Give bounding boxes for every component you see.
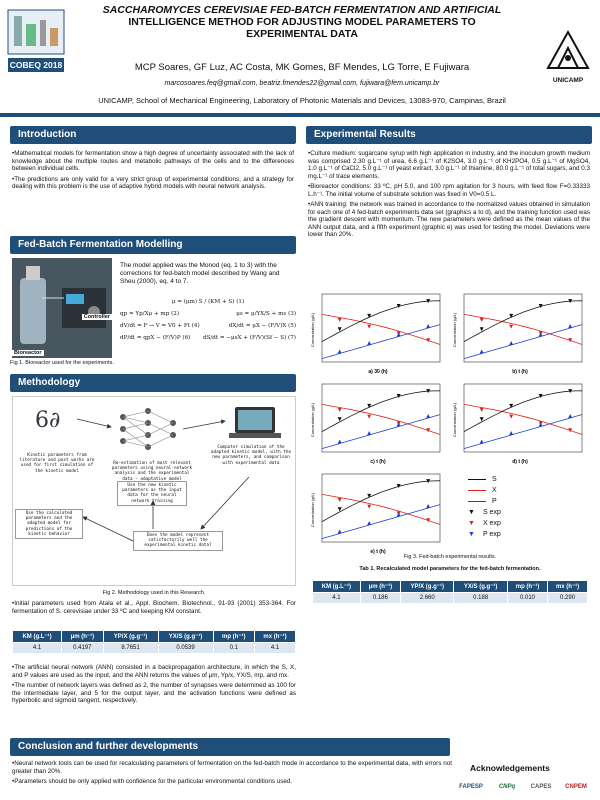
t2-v2: 2.660 <box>400 593 453 604</box>
fedbatch-heading: Fed-Batch Fermentation Modelling <box>10 236 296 254</box>
chart-label: a) 30 (h) <box>368 369 388 375</box>
method-box5: Use the new kinetic parameters as the input data for the neural network training <box>117 481 187 506</box>
emails: marcosoares.feq@gmail.com, beatriz.fmendes22@gmail.com, fujiwara@fem.unicamp.br <box>164 80 440 87</box>
methodology-diagram <box>12 396 296 586</box>
ann-p2: •The number of network layers was defined as 2, the number of synapses were determined as 100 for the intermediate layer, and 5 for the output layer, and the activation functions were defined as hyperbolic and sigmoid tangent, respectively. <box>12 682 296 704</box>
method-box4: Use the calculated parameters and the adapted model for predictions of the kinetic behavior <box>15 509 83 539</box>
legend-entry <box>468 518 578 529</box>
intro-p2: •The predictions are only valid for a very strict group of experimental conditions, and a strategy for dealing with this problem is the use of adaptive hybrid models with neural network analysis. <box>12 175 294 190</box>
methodology-heading: Methodology <box>10 374 296 392</box>
method-box1: Kinetic parameters from literature and past works are used for first simulation of the kinetic model <box>19 453 95 474</box>
eq7: dS/dt = −μsX + (F/V)(Sf − S) (7) <box>202 335 296 341</box>
results-heading: Experimental Results <box>306 126 592 144</box>
legend-text: S <box>492 476 497 483</box>
t1-v0: 4.1 <box>13 643 62 654</box>
t2-h0: KM (g.L⁻¹) <box>313 581 361 593</box>
bioreactor-photo <box>12 258 112 358</box>
recalculated-params-table <box>312 580 588 604</box>
y-axis-label: Concentration (g/L) <box>452 312 457 348</box>
conclusion-text <box>12 760 452 789</box>
y-axis-label: Concentration (g/L) <box>310 312 315 348</box>
legend-marker: ▼ <box>468 531 475 538</box>
t1-v1: 0.4197 <box>62 643 103 654</box>
intro-text <box>12 150 294 194</box>
header-bar <box>0 113 600 117</box>
t1-v2: 8.7651 <box>103 643 158 654</box>
poster-title: SACCHAROMYCES CEREVISIAE FED-BATCH FERMENTATION AND ARTIFICIAL INTELLIGENCE METHOD FOR ADJUSTING MODEL PARAMETERS TO EXPERIMENTAL DATA <box>102 4 502 40</box>
t1-h3: YX/S (g.g⁻¹) <box>158 631 213 643</box>
legend-entry <box>468 474 578 485</box>
neural-network-icon <box>120 408 176 450</box>
results-p3: •ANN training: the network was trained in accordance to the normalized values obtained in simulation for each one of 4 fed-batch experiments data set (graphics a to d), and the training function used was the gradient descent with momentum. The new parameters were defined as the mean values of the ANN output data, and a fifth experiment (graphic e) was used for testing the model. Deviations were lower than 20%. <box>308 201 590 238</box>
results-text <box>308 150 590 242</box>
t2-h1: μm (h⁻¹) <box>360 581 400 593</box>
conference-label: COBEQ 2018 <box>9 60 63 70</box>
result-chart-2 <box>450 290 588 376</box>
equations <box>120 296 296 344</box>
fapesp-logo: FAPESP <box>459 784 483 790</box>
t2-v3: 0.188 <box>454 593 507 604</box>
chart-label: b) t (h) <box>512 369 528 375</box>
legend-text: P <box>492 498 497 505</box>
method-box3: Computer simulation of the adapted kinetic model, with the new parameters, and comparison with experimental data <box>210 445 292 466</box>
legend-entry <box>468 496 578 507</box>
y-axis-label: Concentration (g/L) <box>310 402 315 438</box>
chart-legend <box>468 474 578 540</box>
eq6: dP/dt = qpX − (F/V)P (6) <box>120 335 191 341</box>
t2-h5: mx (h⁻¹) <box>548 581 588 593</box>
eq5: dX/dt = μX − (F/V)X (5) <box>228 323 296 329</box>
result-chart-5 <box>308 470 446 556</box>
conclusion-heading: Conclusion and further developments <box>10 738 450 756</box>
result-chart-1 <box>308 290 446 376</box>
affiliation: UNICAMP, School of Mechanical Engineering, Laboratory of Photonic Materials and Devices, 13083-970, Campinas, Brazil <box>98 96 506 105</box>
t1-h0: KM (g.L⁻¹) <box>13 631 62 643</box>
t2-v1: 0.186 <box>360 593 400 604</box>
conclusion-p2: •Parameters should be only applied with confidence for the particular environmental conditions used. <box>12 778 293 785</box>
t1-v5: 4.1 <box>254 643 295 654</box>
result-chart-4 <box>450 380 588 466</box>
cobeq-logo <box>4 4 68 92</box>
legend-line <box>468 501 486 502</box>
method-box6: Does the model represent satisfactorily well the experimental kinetic data? <box>133 531 223 551</box>
ann-p1: •The artificial neural network (ANN) consisted in a backpropagation architecture, in which the S, X, and P values are used as the input, and the ANN returns the values of μm, Yp/x, YX/S, mp, and mx. <box>12 664 296 679</box>
legend-line <box>468 479 486 480</box>
eq2: qp = Yp/Xμ + mp (2) <box>120 311 180 317</box>
legend-text: S exp <box>482 509 501 516</box>
results-p1: •Culture medium: sugarcane syrup with high application in industry, and the inoculum growth medium was comprised 2.30 g.L⁻¹ of urea, 6.6 g.L⁻¹ of K2SO4, 3.0 g.L⁻¹ of KH2PO4, 0.5 g.L⁻¹ of MgSO4, 1.0 g.L⁻¹ of CaCl2, 5.0 g.L⁻¹ of yeast extract, 3.0 g.L⁻¹ of thiamine, 80.0 g.L⁻¹ of total sugars, and 0.3 mg.L⁻¹ of trace elements. <box>308 150 590 180</box>
t2-h4: mp (h⁻¹) <box>507 581 547 593</box>
t1-h5: mx (h⁻¹) <box>254 631 295 643</box>
legend-text: P exp <box>482 531 501 538</box>
results-charts <box>308 290 592 560</box>
t2-h2: YP/X (g.g⁻¹) <box>400 581 453 593</box>
unicamp-label: UNICAMP <box>552 77 584 84</box>
fig1-caption: Fig 1. Bioreactor used for the experiments. <box>10 360 114 366</box>
results-p2: •Bioreactor conditions: 33 ºC, pH 5.0, and 100 rpm agitation for 3 hours, with feed flow F=0.33333 L.h⁻¹. The initial volume of substrate solution was fixed in V0=0.5 L. <box>308 183 590 198</box>
t1-h2: YP/X (g.g⁻¹) <box>103 631 158 643</box>
authors: MCP Soares, GF Luz, AC Costa, MK Gomes, BF Mendes, LG Torre, E Fujiwara <box>134 62 470 73</box>
tab1-caption: Tab 1. Recalculated model parameters for the fed-batch fermentation. <box>359 566 541 572</box>
t2-v4: 0.010 <box>507 593 547 604</box>
ann-text <box>12 664 296 708</box>
cnpq-logo: CNPq <box>498 784 516 790</box>
chart-label: d) t (h) <box>512 459 528 465</box>
intro-p1: •Mathematical models for fermentation show a high degree of uncertainty associated with the lack of knowledge about the multiple routes and metabolic pathways of the cells and to the differences between individual cells. <box>12 150 294 172</box>
eq3: μs = μ/YX/S + ms (3) <box>236 311 296 317</box>
legend-marker: ▼ <box>468 520 475 527</box>
t1-v3: 0.0539 <box>158 643 213 654</box>
t2-v5: 0.290 <box>548 593 588 604</box>
legend-entry <box>468 485 578 496</box>
t2-h3: YX/S (g.g⁻¹) <box>454 581 507 593</box>
chart-label: e) t (h) <box>370 549 386 555</box>
legend-line <box>468 490 486 491</box>
chart-label: c) t (h) <box>370 459 386 465</box>
method-box2: Re-estimation of most relevant parameters using neural-network analysis and the experimental data - adaptative model <box>111 461 193 482</box>
method-params-text: •Initial parameters used from Atala et al., Appl. Biochem. Biotechnol., 91-93 (2001) 353-364. For fermentation of S. cerevisiae under 33 ºC and keeping KM constant. <box>12 600 296 615</box>
capes-logo: CAPES <box>530 784 552 790</box>
initial-params-table <box>12 630 296 654</box>
legend-text: X exp <box>482 520 501 527</box>
fig2-caption: Fig 2. Methodology used in this Research. <box>102 590 206 596</box>
fedbatch-text: The model applied was the Monod (eq. 1 to 3) with the corrections for fed-batch model described by Wang and Sheu (2000), eq. 4 to 7. <box>120 262 280 285</box>
legend-marker: ▼ <box>468 509 475 516</box>
legend-text: X <box>492 487 497 494</box>
laptop-icon <box>229 407 281 438</box>
t1-v4: 0.1 <box>213 643 254 654</box>
ack-heading: Acknowledgements <box>470 763 550 773</box>
bioreactor-label: Bioreactor <box>14 350 42 356</box>
y-axis-label: Concentration (g/L) <box>452 402 457 438</box>
eq1: μ = (μm) S / (KM + S) (1) <box>171 299 245 305</box>
poster-header <box>0 0 600 120</box>
conclusion-p1: •Neural network tools can be used for recalculating parameters of fermentation on the fed-batch mode in accordance to the experimental data, with errors not greater than 20%. <box>12 760 452 775</box>
legend-entry <box>468 529 578 540</box>
cnpem-logo: CNPEM <box>565 784 587 790</box>
legend-entry <box>468 507 578 518</box>
t1-h1: μm (h⁻¹) <box>62 631 103 643</box>
t1-h4: mp (h⁻¹) <box>213 631 254 643</box>
result-chart-3 <box>308 380 446 466</box>
eq4: dV/dt = F → V = V0 + Ft (4) <box>120 323 200 329</box>
fig3-caption: Fig 3. Fed-batch experimental results. <box>403 554 497 560</box>
y-axis-label: Concentration (g/L) <box>310 492 315 528</box>
intro-heading: Introduction <box>10 126 296 144</box>
unicamp-logo <box>542 28 594 88</box>
t2-v0: 4.1 <box>313 593 361 604</box>
controller-label: Controller <box>83 314 110 320</box>
formula-icon: 6∂ <box>35 408 61 433</box>
